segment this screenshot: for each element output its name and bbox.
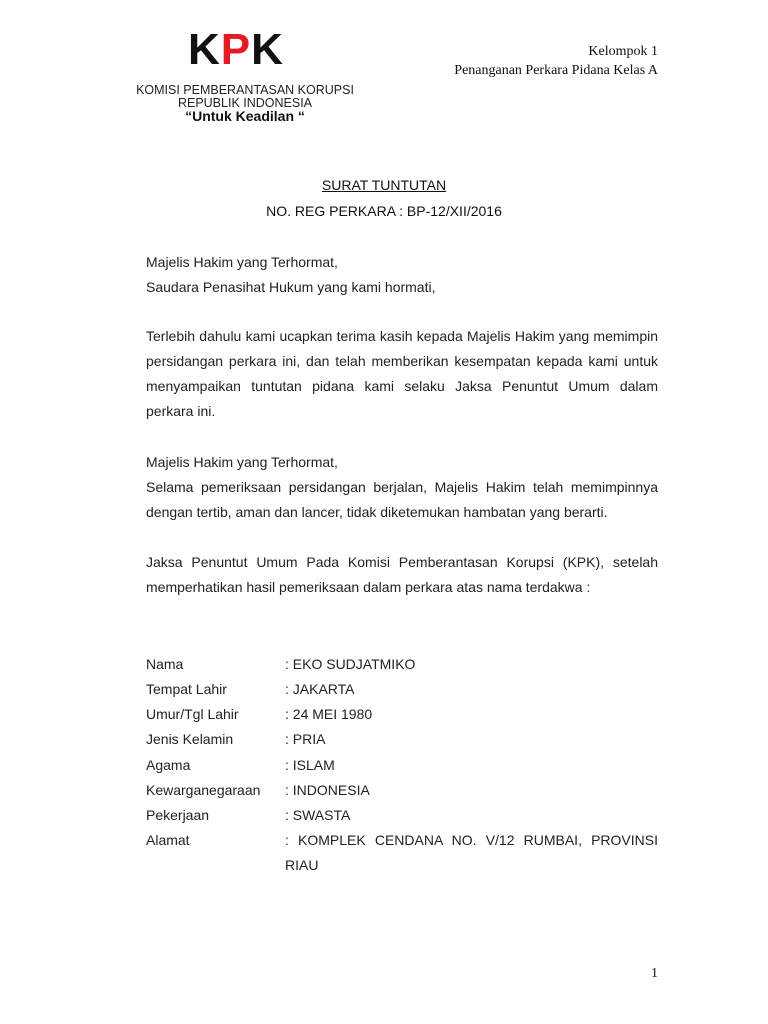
field-label-pekerjaan: Pekerjaan — [146, 807, 210, 823]
field-label-kewarganegaraan: Kewarganegaraan — [146, 782, 261, 798]
logo-letter-k1: K — [188, 25, 221, 74]
registration-number: NO. REG PERKARA : BP-12/XII/2016 — [266, 203, 502, 219]
course-label: Penanganan Perkara Pidana Kelas A — [454, 63, 658, 78]
field-label-tempat-lahir: Tempat Lahir — [146, 681, 227, 697]
page-number: 1 — [651, 966, 658, 981]
paragraph-proceedings: Selama pemeriksaan persidangan berjalan, Majelis Hakim telah memimpinnya dengan tertib, aman dan lancer, tidak diketemukan hambatan yang berarti. — [146, 479, 658, 520]
header-course-info — [454, 42, 658, 80]
field-value-nama: : EKO SUDJATMIKO — [285, 656, 416, 672]
field-value-agama: : ISLAM — [285, 757, 335, 773]
logo-letter-p: P — [220, 25, 252, 74]
field-label-agama: Agama — [146, 757, 191, 773]
field-label-umur: Umur/Tgl Lahir — [146, 706, 239, 722]
field-value-tempat-lahir: : JAKARTA — [285, 681, 355, 697]
field-label-alamat: Alamat — [146, 832, 190, 848]
logo-letter-k2: K — [251, 25, 284, 74]
field-value-alamat: : KOMPLEK CENDANA NO. V/12 RUMBAI, PROVINSI RIAU — [285, 832, 658, 873]
paragraph-opening: Terlebih dahulu kami ucapkan terima kasih kepada Majelis Hakim yang memimpin persidangan perkara ini, dan telah memberikan kesempatan kepada kami untuk menyampaikan tuntutan pidana kami selaku Jaksa Penuntut Umum dalam perkara ini. — [146, 328, 658, 419]
kpk-logo — [188, 25, 308, 74]
paragraph-prosecutor: Jaksa Penuntut Umum Pada Komisi Pemberantasan Korupsi (KPK), setelah memperhatikan hasil pemeriksaan dalam perkara atas nama terdakwa : — [146, 554, 658, 595]
org-name-line1: KOMISI PEMBERANTASAN KORUPSI — [136, 83, 354, 97]
field-label-jenis-kelamin: Jenis Kelamin — [146, 731, 234, 747]
salutation-judges: Majelis Hakim yang Terhormat, — [146, 254, 338, 270]
salutation-counsel: Saudara Penasihat Hukum yang kami hormati, — [146, 279, 436, 295]
field-value-umur: : 24 MEI 1980 — [285, 706, 373, 722]
document-title: SURAT TUNTUTAN — [321, 177, 447, 193]
salutation-judges-2: Majelis Hakim yang Terhormat, — [146, 454, 338, 470]
field-label-nama: Nama — [146, 656, 184, 672]
field-value-pekerjaan: : SWASTA — [285, 807, 351, 823]
org-name-line2: REPUBLIK INDONESIA — [177, 96, 313, 110]
field-value-jenis-kelamin: : PRIA — [285, 731, 326, 747]
group-label: Kelompok 1 — [588, 44, 658, 59]
motto: “Untuk Keadilan “ — [185, 108, 305, 124]
field-value-kewarganegaraan: : INDONESIA — [285, 782, 370, 798]
